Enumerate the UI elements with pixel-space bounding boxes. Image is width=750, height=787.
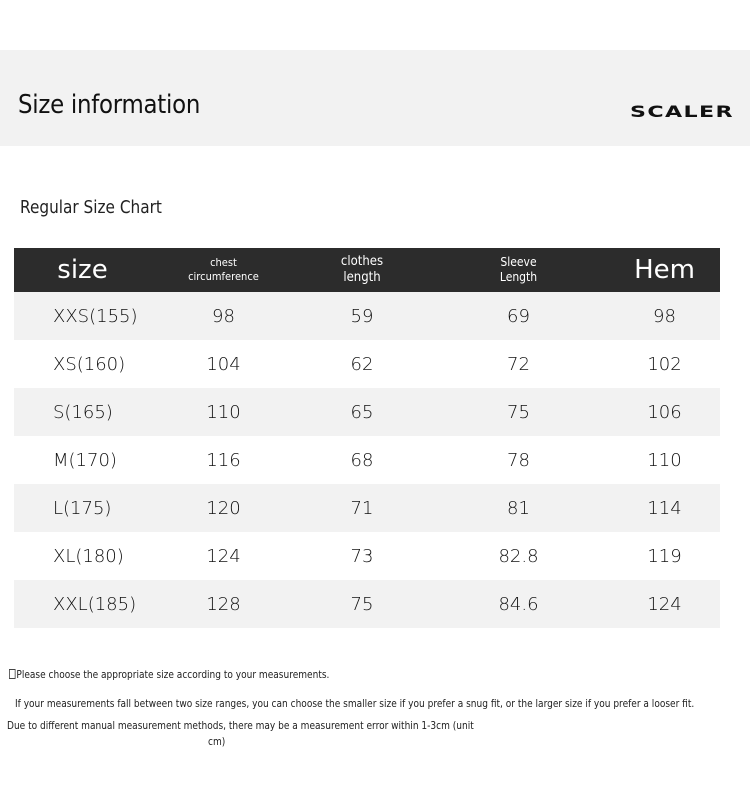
note-line-3: Due to different manual measurement methods, there may be a measurement error within 1-3cm (unit	[7, 719, 474, 732]
table-row	[14, 292, 720, 340]
table-row	[14, 580, 720, 628]
cell-chest: 124	[206, 545, 241, 567]
cell-chest: 98	[212, 305, 235, 327]
cell-length: 59	[350, 305, 374, 327]
table-row	[14, 388, 720, 436]
note-line-2: If your measurements fall between two size ranges, you can choose the smaller size if you prefer a snug fit, or the larger size if you prefer a looser fit.	[15, 697, 695, 710]
cell-hem: 114	[647, 497, 682, 519]
header-hem: Hem	[634, 254, 695, 285]
header-chest-line2: circumference	[188, 270, 259, 283]
cell-hem: 119	[647, 545, 682, 567]
cell-size: XXS(155)	[53, 305, 138, 327]
cell-sleeve: 78	[507, 449, 530, 471]
header-sleeve-line1: Sleeve	[500, 255, 537, 269]
table-header-row	[14, 248, 720, 292]
cell-hem: 102	[647, 353, 682, 375]
note-line-3-cont: cm)	[208, 735, 226, 748]
scaler-logo-icon	[630, 100, 736, 120]
cell-length: 68	[350, 449, 374, 471]
section-title: Regular Size Chart	[20, 197, 162, 218]
bullet-icon	[9, 669, 16, 679]
svg-text:SCALER: SCALER	[630, 102, 734, 120]
cell-sleeve: 84.6	[498, 593, 539, 615]
cell-length: 75	[350, 593, 374, 615]
note-line-1: Please choose the appropriate size according to your measurements.	[16, 668, 330, 681]
cell-length: 62	[350, 353, 374, 375]
cell-chest: 128	[206, 593, 241, 615]
table-row	[14, 340, 720, 388]
page-title: Size information	[18, 90, 201, 120]
cell-chest: 120	[206, 497, 241, 519]
header-size: size	[57, 254, 108, 285]
header-chest-line1: chest	[210, 256, 237, 270]
cell-sleeve: 75	[507, 401, 530, 423]
cell-size: M(170)	[53, 449, 117, 471]
cell-hem: 106	[647, 401, 682, 423]
cell-sleeve: 69	[507, 305, 530, 327]
cell-sleeve: 72	[507, 353, 530, 375]
header-length-line2: length	[343, 270, 381, 285]
cell-length: 65	[350, 401, 374, 423]
cell-size: L(175)	[53, 497, 112, 519]
size-table	[14, 248, 720, 628]
header-sleeve-line2: Length	[499, 270, 538, 284]
table-row	[14, 436, 720, 484]
header-banner	[0, 50, 750, 146]
header-length-line1: clothes	[340, 253, 384, 269]
brand-logo	[630, 100, 736, 125]
cell-length: 71	[350, 497, 374, 519]
header-sleeve-length	[437, 248, 600, 292]
cell-sleeve: 81	[507, 497, 530, 519]
cell-hem: 110	[647, 449, 682, 471]
cell-chest: 110	[206, 401, 241, 423]
cell-chest: 116	[206, 449, 241, 471]
table-row	[14, 484, 720, 532]
note-size-advice	[9, 668, 329, 681]
table-row	[14, 532, 720, 580]
header-clothes-length	[303, 248, 422, 292]
cell-chest: 104	[206, 353, 241, 375]
cell-size: XS(160)	[53, 353, 126, 375]
cell-hem: 98	[653, 305, 676, 327]
cell-size: XXL(185)	[53, 593, 137, 615]
cell-hem: 124	[647, 593, 682, 615]
cell-sleeve: 82.8	[498, 545, 539, 567]
cell-size: XL(180)	[53, 545, 124, 567]
cell-size: S(165)	[53, 401, 113, 423]
header-chest	[158, 248, 289, 292]
cell-length: 73	[350, 545, 374, 567]
